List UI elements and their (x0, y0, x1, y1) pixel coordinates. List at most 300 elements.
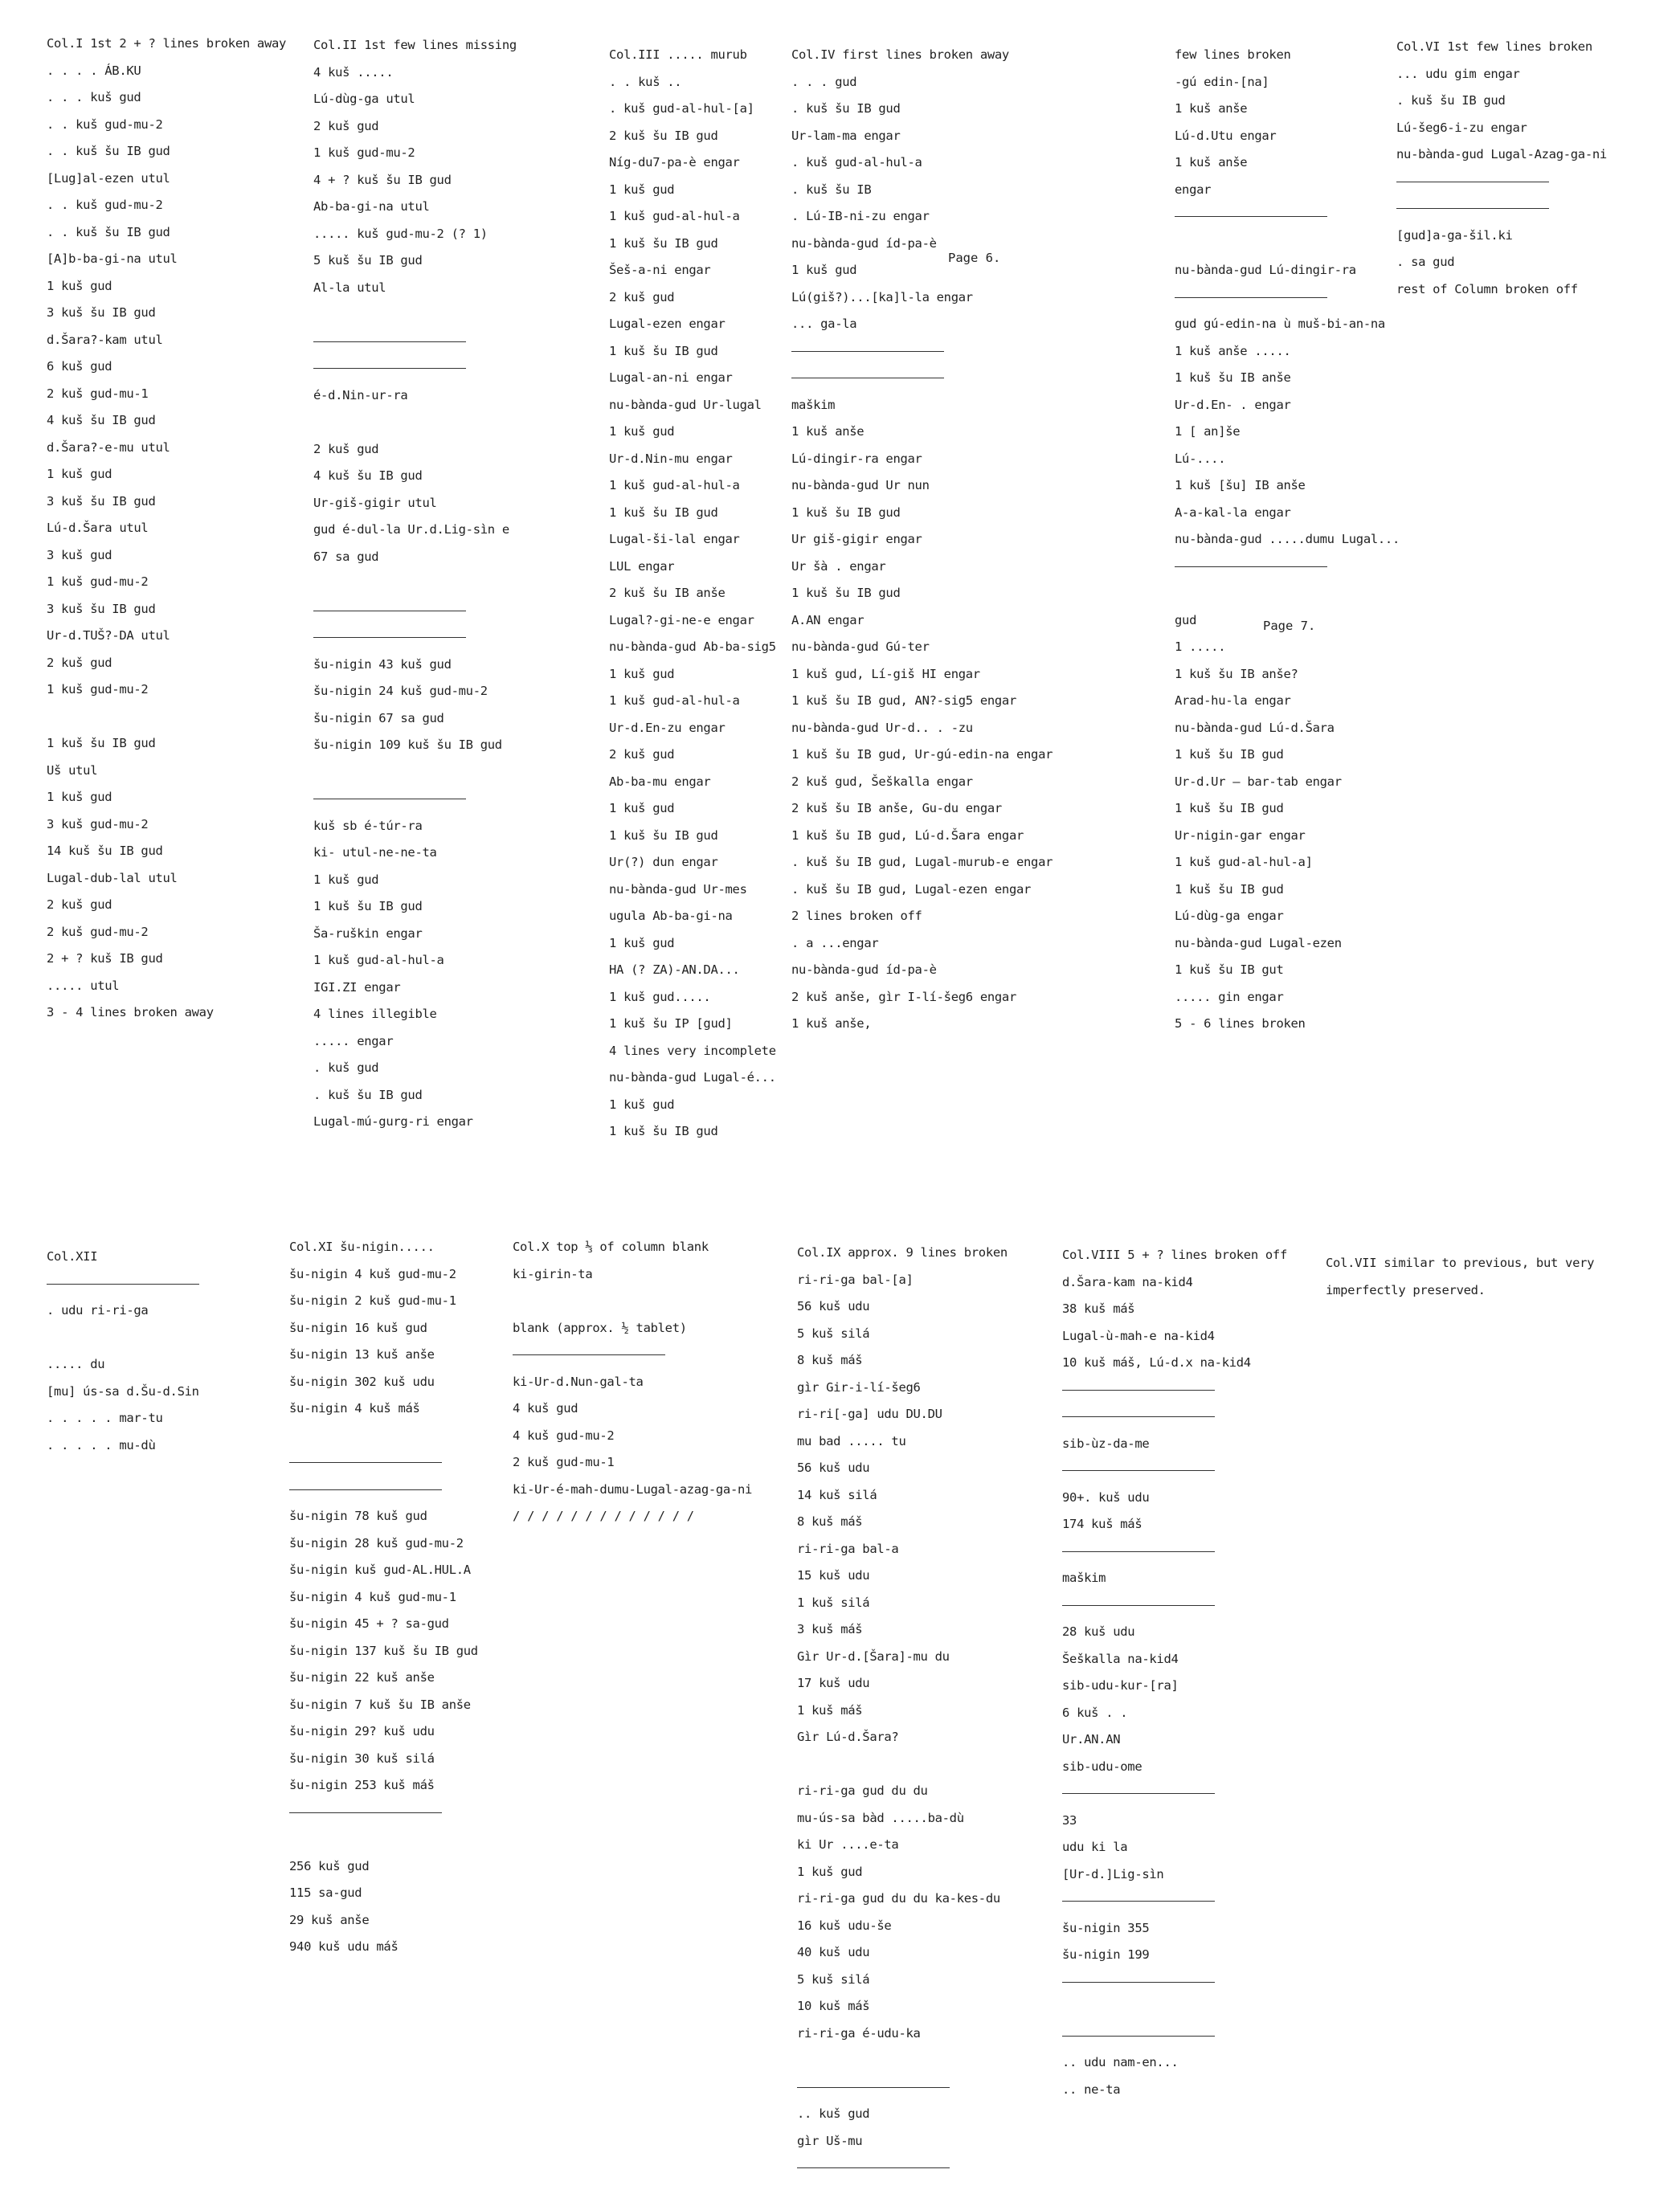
text-line: 1 [ an]še (1175, 424, 1241, 439)
column-VII (1326, 1250, 1594, 1304)
text-line: Šeš-a-ni engar (609, 263, 711, 277)
text-line: 17 kuš udu (797, 1676, 870, 1690)
text-line: ki-girin-ta (513, 1266, 593, 1281)
text-line: 1 kuš gud (791, 263, 857, 277)
text-line: 3 - 4 lines broken away (47, 1005, 214, 1019)
text-line: 4 lines very incomplete (609, 1043, 776, 1058)
text-line: 56 kuš udu (797, 1461, 870, 1475)
text-line: sib-udu-ome (1062, 1759, 1142, 1774)
text-line: ki Ur ....e-ta (797, 1837, 899, 1852)
text-line: A-a-kal-la engar (1175, 505, 1291, 520)
text-line: šu-nigin kuš gud-AL.HUL.A (289, 1563, 471, 1577)
text-line: 1 kuš [šu] IB anše (1175, 478, 1306, 492)
text-line: Lugal?-gi-ne-e engar (609, 612, 754, 627)
text-line: gìr Gir-i-lí-šeg6 (797, 1379, 921, 1395)
divider-rule (313, 786, 517, 813)
text-line: nu-bànda-gud Ur-mes (609, 881, 747, 897)
divider-rule (1175, 554, 1400, 581)
text-line: Ša-ruškin engar (313, 925, 423, 941)
text-line: 5 kuš šu IB gud (313, 253, 423, 268)
text-line: nu-bànda-gud Lú-d.Šara (1175, 720, 1335, 735)
text-line: gìr Uš-mu (797, 2133, 863, 2148)
text-line: 1 kuš gud..... (609, 989, 711, 1004)
divider-rule (1062, 1969, 1287, 1996)
blank-line (1175, 580, 1400, 607)
text-line: 1 kuš šu IB gud (609, 235, 718, 251)
text-line: é-d.Nin-ur-ra (313, 387, 408, 402)
column-V (1175, 42, 1400, 1038)
text-line: -gú edin-[na] (1175, 74, 1269, 89)
text-line: Gìr Lú-d.Šara? (797, 1730, 899, 1744)
divider-rule (797, 2074, 1008, 2102)
blank-line (797, 1751, 1008, 1779)
text-line: 1 kuš silá (797, 1595, 870, 1610)
text-line: 28 kuš udu (1062, 1624, 1135, 1639)
text-line: d.Šara?-e-mu utul (47, 439, 170, 455)
text-line: . kuš šu IB gud (313, 1087, 423, 1102)
text-line: 1 kuš šu IB gud, Lú-d.Šara engar (791, 827, 1024, 843)
text-line: šu-nigin 45 + ? sa-gud (289, 1616, 449, 1631)
text-line: d.Šara?-kam utul (47, 332, 163, 347)
text-line: Ab-ba-mu engar (609, 774, 711, 789)
text-line: . kuš gud (313, 1060, 379, 1075)
text-line: / / / / / / / / / / / / / (513, 1509, 694, 1523)
blank-line (1175, 231, 1400, 258)
text-line: 1 kuš anše (1175, 155, 1248, 170)
divider-rule (313, 624, 517, 652)
text-line: HA (? ZA)-AN.DA... (609, 962, 740, 977)
text-line: Uš utul (47, 762, 98, 778)
text-line: 1 kuš gud-al-hul-a] (1175, 855, 1313, 869)
text-line: 5 - 6 lines broken (1175, 1016, 1306, 1031)
divider-rule (289, 1477, 478, 1504)
text-line: ri-ri-ga gud du du (797, 1783, 928, 1798)
text-line: Šeškalla na-kid4 (1062, 1651, 1179, 1666)
column-VI (1396, 34, 1607, 303)
text-line: Ur šà . engar (791, 558, 886, 574)
text-line: rest of Column broken off (1396, 281, 1578, 296)
divider-rule (1062, 1780, 1287, 1808)
text-line: Arad-hu-la engar (1175, 693, 1291, 708)
text-line: Ur-d.En- . engar (1175, 397, 1291, 412)
text-line: 1 kuš gud (609, 424, 675, 439)
text-line: šu-nigin 22 kuš anše (289, 1670, 435, 1685)
text-line: 1 kuš šu IB gud (791, 505, 901, 520)
text-line: 174 kuš máš (1062, 1517, 1142, 1531)
text-line: 6 kuš gud (47, 359, 112, 374)
text-line: Lú-d.Utu engar (1175, 128, 1277, 143)
text-line: . . . . . mu-dù (47, 1437, 156, 1452)
text-line: ri-ri[-ga] udu DU.DU (797, 1407, 942, 1421)
text-line: ..... kuš gud-mu-2 (? 1) (313, 226, 488, 241)
text-line: . . . gud (791, 74, 857, 89)
text-line: 1 kuš gud-al-hul-a (313, 953, 444, 967)
text-line: . Lú-IB-ni-zu engar (791, 209, 930, 223)
text-line: 1 kuš šu IB gud (1175, 801, 1284, 815)
text-line: 3 kuš šu IB gud (47, 493, 156, 509)
text-line: 4 kuš šu IB gud (47, 413, 156, 427)
text-line: 3 kuš šu IB gud (47, 601, 156, 616)
text-line: ..... gin engar (1175, 989, 1284, 1004)
text-line: . . kuš .. (609, 74, 682, 89)
text-line: ..... engar (313, 1033, 394, 1048)
text-line: 90+. kuš udu (1062, 1489, 1150, 1505)
text-line: nu-bànda-gud Ab-ba-sig5 (609, 639, 776, 654)
column-IV (791, 42, 1053, 1038)
text-line: .. ne-ta (1062, 2082, 1121, 2097)
text-line: 2 kuš gud (609, 747, 675, 762)
text-line: Lú-.... (1175, 451, 1226, 466)
text-line: šu-nigin 4 kuš gud-mu-1 (289, 1589, 456, 1604)
column-IX (797, 1240, 1008, 2182)
text-line: nu-bànda-gud íd-pa-è (791, 962, 937, 977)
text-line: 2 kuš šu IB anše (609, 586, 726, 600)
text-line: [Lug]al-ezen utul (47, 170, 170, 186)
text-line: udu ki la (1062, 1840, 1128, 1854)
text-line: . kuš šu IB (791, 182, 872, 197)
blank-line (289, 1423, 478, 1450)
divider-rule (791, 338, 1053, 366)
column-XI (289, 1234, 478, 1961)
text-line: 3 kuš máš (797, 1622, 863, 1636)
text-line: 67 sa gud (313, 549, 379, 564)
text-line: Lugal-dub-lal utul (47, 870, 178, 885)
text-line: 2 kuš gud (47, 897, 112, 912)
text-line: 8 kuš máš (797, 1353, 863, 1367)
text-line: 2 kuš gud (313, 441, 379, 456)
text-line: maškim (791, 397, 836, 412)
text-line: [A]b-ba-gi-na utul (47, 251, 178, 266)
text-line: A.AN engar (791, 612, 865, 627)
text-line: 2 lines broken off (791, 909, 922, 923)
text-line: Ur-giš-gigir utul (313, 495, 437, 510)
text-line: 14 kuš šu IB gud (47, 844, 163, 858)
text-line: 256 kuš gud (289, 1858, 370, 1873)
text-line: šu-nigin 199 (1062, 1947, 1150, 1962)
divider-rule (313, 598, 517, 625)
text-line: 1 kuš anše (791, 424, 865, 439)
divider-rule (1062, 1592, 1287, 1620)
text-line: Ur giš-gigir engar (791, 532, 922, 546)
column-III (609, 42, 776, 1146)
text-line: . . . . ÁB.KU (47, 63, 141, 78)
text-line: Ur-d.TUŠ?-DA utul (47, 628, 170, 643)
text-line: 1 kuš gud (609, 182, 675, 197)
text-line: 2 kuš šu IB gud (609, 128, 718, 143)
text-line: 4 + ? kuš šu IB gud (313, 172, 452, 187)
text-line: . udu ri-ri-ga (47, 1303, 149, 1318)
text-line: nu-bànda-gud Lú-dingir-ra (1175, 263, 1356, 277)
text-line: 3 kuš gud (47, 547, 112, 562)
column-heading: Col.XII (47, 1249, 98, 1264)
text-line: 2 kuš gud, Šeškalla engar (791, 774, 973, 789)
text-line: nu-bànda-gud Lugal-ezen (1175, 935, 1342, 950)
text-line: 2 kuš gud-mu-1 (513, 1455, 615, 1469)
text-line: 4 kuš gud-mu-2 (513, 1428, 615, 1443)
divider-rule (1062, 2023, 1287, 2050)
page-number-7: Page 7. (1263, 619, 1316, 633)
text-line: ki-Ur-d.Nun-gal-ta (513, 1374, 644, 1389)
text-line: nu-bànda-gud Ur nun (791, 478, 930, 492)
divider-rule (1396, 195, 1607, 223)
text-line: nu-bànda-gud Ur-d.. . -zu (791, 720, 973, 735)
text-line: Lugal-ezen engar (609, 317, 726, 331)
text-line: 1 kuš gud (609, 1097, 675, 1112)
column-heading: Col.IX approx. 9 lines broken (797, 1245, 1008, 1260)
text-line: 2 kuš šu IB anše, Gu-du engar (791, 801, 1002, 815)
text-line: nu-bànda-gud Lugal-Azag-ga-ni (1396, 147, 1607, 161)
text-line: 2 kuš gud-mu-2 (47, 924, 149, 939)
text-line: Gìr Ur-d.[Šara]-mu du (797, 1648, 950, 1664)
text-line: šu-nigin 24 kuš gud-mu-2 (313, 684, 488, 698)
text-line: mu bad ..... tu (797, 1433, 906, 1448)
text-line: Níg-du7-pa-è engar (609, 155, 740, 170)
text-line: 4 lines illegible (313, 1007, 437, 1021)
text-line: šu-nigin 302 kuš udu (289, 1374, 435, 1389)
text-line: 2 kuš gud (47, 655, 112, 670)
text-line: nu-bànda-gud Lugal-é... (609, 1070, 776, 1085)
blank-line (313, 301, 517, 329)
divider-rule (1062, 1888, 1287, 1915)
text-line: imperfectly preserved. (1326, 1282, 1486, 1297)
text-line: 56 kuš udu (797, 1299, 870, 1313)
divider-rule (1175, 203, 1400, 231)
text-line: 1 kuš gud (609, 935, 675, 950)
text-line: . . kuš šu IB gud (47, 144, 170, 158)
text-line: 33 (1062, 1812, 1077, 1828)
text-line: 1 kuš gud-mu-2 (47, 574, 149, 589)
text-line: 1 kuš gud (797, 1864, 863, 1879)
divider-rule (289, 1800, 478, 1827)
text-line: nu-bànda-gud Ur-lugal (609, 397, 762, 412)
text-line: 4 kuš ..... (313, 64, 394, 80)
text-line: 1 kuš gud, Lí-giš HI engar (791, 666, 980, 681)
text-line: 1 kuš máš (797, 1702, 863, 1718)
text-line: LUL engar (609, 558, 675, 574)
text-line: šu-nigin 28 kuš gud-mu-2 (289, 1535, 464, 1550)
text-line: . . kuš šu IB gud (47, 224, 170, 239)
text-line: 1 kuš šu IB anše (1175, 370, 1291, 385)
text-line: 1 kuš anše ..... (1175, 343, 1291, 358)
blank-line (289, 1826, 478, 1853)
column-heading: Col.VI 1st few lines broken (1396, 39, 1592, 54)
column-VIII (1062, 1242, 1287, 2103)
text-line: 1 kuš šu IB anše? (1175, 666, 1298, 681)
divider-rule (313, 329, 517, 356)
text-line: 3 kuš gud-mu-2 (47, 816, 149, 831)
column-I (47, 31, 286, 1027)
text-line: 3 kuš šu IB gud (47, 305, 156, 320)
text-line: 6 kuš . . (1062, 1705, 1128, 1720)
text-line: [mu] ús-sa d.Šu-d.Sin (47, 1383, 199, 1399)
text-line: .. udu nam-en... (1062, 2055, 1179, 2069)
blank-line (1062, 1996, 1287, 2023)
text-line: . . . kuš gud (47, 90, 141, 104)
text-line: 1 kuš šu IB gud, Ur-gú-edin-na engar (791, 747, 1053, 762)
text-line: 1 kuš gud (609, 666, 675, 681)
text-line: Ab-ba-gi-na utul (313, 199, 430, 214)
text-line: . kuš šu IB gud, Lugal-murub-e engar (791, 855, 1053, 869)
text-line: 4 kuš šu IB gud (313, 468, 423, 483)
text-line: Lú-dùg-ga engar (1175, 909, 1284, 923)
text-line: 5 kuš silá (797, 1326, 870, 1341)
text-line: šu-nigin 67 sa gud (313, 710, 444, 725)
text-line: 2 kuš gud (609, 289, 675, 304)
text-line: . kuš gud-al-hul-a (791, 155, 922, 170)
blank-line (313, 570, 517, 598)
text-line: 1 kuš gud-al-hul-a (609, 478, 740, 492)
text-line: 10 kuš máš, Lú-d.x na-kid4 (1062, 1355, 1251, 1370)
text-line: . kuš šu IB gud, Lugal-ezen engar (791, 881, 1032, 897)
text-line: gud (1175, 612, 1197, 627)
text-line: 1 ..... (1175, 639, 1226, 654)
text-line: 1 kuš šu IB gud (313, 899, 423, 913)
text-line: . kuš gud-al-hul-[a] (609, 101, 754, 116)
text-line: 1 kuš šu IB gud (609, 505, 718, 520)
text-line: ri-ri-ga bal-[a] (797, 1272, 914, 1287)
divider-rule (1175, 284, 1400, 312)
text-line: 1 kuš gud (609, 801, 675, 815)
column-heading: Col.VII similar to previous, but very (1326, 1256, 1595, 1270)
text-line: ... ga-la (791, 317, 857, 331)
text-line: . sa gud (1396, 255, 1455, 269)
text-line: nu-bànda-gud Gú-ter (791, 639, 930, 654)
text-line: šu-nigin 43 kuš gud (313, 656, 452, 672)
text-line: IGI.ZI engar (313, 979, 401, 995)
text-line: Lú-d.Šara utul (47, 521, 149, 535)
divider-rule (313, 355, 517, 382)
text-line: 1 kuš gud (47, 278, 112, 293)
column-heading: Col.I 1st 2 + ? lines broken away (47, 36, 287, 51)
text-line: Ur-lam-ma engar (791, 128, 901, 143)
text-line: šu-nigin 4 kuš gud-mu-2 (289, 1266, 456, 1281)
text-line: šu-nigin 253 kuš máš (289, 1778, 435, 1792)
text-line: .. kuš gud (797, 2106, 870, 2121)
text-line: šu-nigin 2 kuš gud-mu-1 (289, 1293, 456, 1308)
blank-line (313, 759, 517, 786)
text-line: 2 kuš gud (313, 118, 379, 133)
text-line: d.Šara-kam na-kid4 (1062, 1274, 1193, 1289)
text-line: . kuš šu IB gud (1396, 93, 1506, 108)
text-line: Ur-d.En-zu engar (609, 720, 726, 735)
text-line: 4 kuš gud (513, 1401, 578, 1416)
column-XII (47, 1244, 199, 1459)
text-line: 8 kuš máš (797, 1514, 863, 1529)
text-line: šu-nigin 13 kuš anše (289, 1347, 435, 1362)
text-line: 40 kuš udu (797, 1945, 870, 1959)
text-line: Ur(?) dun engar (609, 855, 718, 869)
divider-rule (513, 1342, 752, 1369)
column-heading: Col.IV first lines broken away (791, 47, 1009, 62)
column-heading: Col.X top ⅓ of column blank (513, 1240, 709, 1254)
text-line: 16 kuš udu-še (797, 1918, 892, 1933)
text-line: šu-nigin 16 kuš gud (289, 1320, 427, 1335)
text-line: ugula Ab-ba-gi-na (609, 909, 733, 923)
text-line: ki- utul-ne-ne-ta (313, 845, 437, 860)
text-line: Ur.AN.AN (1062, 1732, 1121, 1747)
text-line: 38 kuš máš (1062, 1301, 1135, 1316)
text-line: ri-ri-ga é-udu-ka (797, 2025, 921, 2041)
divider-rule (1062, 1403, 1287, 1431)
column-heading: Col.XI šu-nigin..... (289, 1240, 435, 1254)
text-line: Lugal-mú-gurg-ri engar (313, 1114, 473, 1129)
text-line: ... udu gim engar (1396, 66, 1520, 81)
text-line: ri-ri-ga bal-a (797, 1541, 899, 1556)
text-line: sib-ùz-da-me (1062, 1436, 1150, 1451)
text-line: 1 kuš gud (47, 790, 112, 804)
text-line: Lú-dùg-ga utul (313, 92, 415, 106)
text-line: . a ...engar (791, 935, 879, 950)
text-line: 1 kuš gud-mu-2 (47, 682, 149, 697)
text-line: 1 kuš šu IP [gud] (609, 1016, 733, 1031)
text-line: Lugal-an-ni engar (609, 370, 733, 385)
text-line: 29 kuš anše (289, 1912, 370, 1927)
text-line: šu-nigin 78 kuš gud (289, 1509, 427, 1523)
text-line: 15 kuš udu (797, 1568, 870, 1583)
text-line: ri-ri-ga gud du du ka-kes-du (797, 1891, 1000, 1906)
text-line: 2 kuš anše, gìr I-lí-šeg6 engar (791, 989, 1016, 1004)
text-line: 1 kuš šu IB gud (47, 736, 156, 750)
text-line: gud é-dul-la Ur.d.Lig-sìn e (313, 522, 509, 537)
text-line: . . . . . mar-tu (47, 1411, 163, 1425)
blank-line (47, 704, 286, 731)
divider-rule (797, 2155, 1008, 2182)
text-line: 1 kuš šu IB gud (609, 1124, 718, 1138)
column-heading: Col.VIII 5 + ? lines broken off (1062, 1248, 1287, 1262)
divider-rule (1396, 169, 1607, 196)
text-line: maškim (1062, 1571, 1106, 1585)
text-line: 115 sa-gud (289, 1885, 362, 1900)
text-line: 1 kuš gud-al-hul-a (609, 693, 740, 708)
blank-line (313, 409, 517, 436)
page-number-6: Page 6. (948, 251, 1001, 265)
text-line: Al-la utul (313, 280, 386, 295)
text-line: blank (approx. ½ tablet) (513, 1320, 687, 1335)
text-line: sib-udu-kur-[ra] (1062, 1678, 1179, 1693)
text-line: 1 kuš šu IB gud (609, 827, 718, 843)
text-line: mu-ús-sa bàd .....ba-dù (797, 1810, 964, 1825)
text-line: [Ur-d.]Lig-sìn (1062, 1866, 1164, 1881)
text-line: Lugal-ši-lal engar (609, 532, 740, 546)
column-II (313, 32, 517, 1136)
text-line: 10 kuš máš (797, 1999, 870, 2013)
divider-rule (47, 1271, 199, 1298)
text-line: šu-nigin 7 kuš šu IB anše (289, 1697, 471, 1712)
divider-rule (1062, 1538, 1287, 1566)
text-line: 1 kuš šu IB gud (609, 343, 718, 358)
blank-line (797, 2047, 1008, 2074)
divider-rule (289, 1449, 478, 1477)
text-line: . kuš šu IB gud (791, 101, 901, 116)
text-line: 1 kuš šu IB gud (1175, 881, 1284, 897)
text-line: šu-nigin 29? kuš udu (289, 1724, 435, 1738)
text-line: kuš sb é-túr-ra (313, 818, 423, 833)
text-line: šu-nigin 4 kuš máš (289, 1401, 420, 1416)
text-line: 1 kuš gud (47, 467, 112, 481)
text-line: Ur-nigin-gar engar (1175, 827, 1306, 843)
blank-line (47, 1325, 199, 1352)
text-line: 1 kuš anše, (791, 1016, 872, 1031)
text-line: 1 kuš šu IB gud (791, 586, 901, 600)
text-line: 1 kuš šu IB gud (1175, 747, 1284, 762)
text-line: 1 kuš gud (313, 872, 379, 887)
text-line: 14 kuš silá (797, 1487, 877, 1502)
text-line: . . kuš gud-mu-2 (47, 116, 163, 132)
text-line: ..... du (47, 1357, 105, 1371)
text-line: ..... utul (47, 978, 120, 993)
text-line: 5 kuš silá (797, 1971, 870, 1987)
divider-rule (1062, 1457, 1287, 1485)
